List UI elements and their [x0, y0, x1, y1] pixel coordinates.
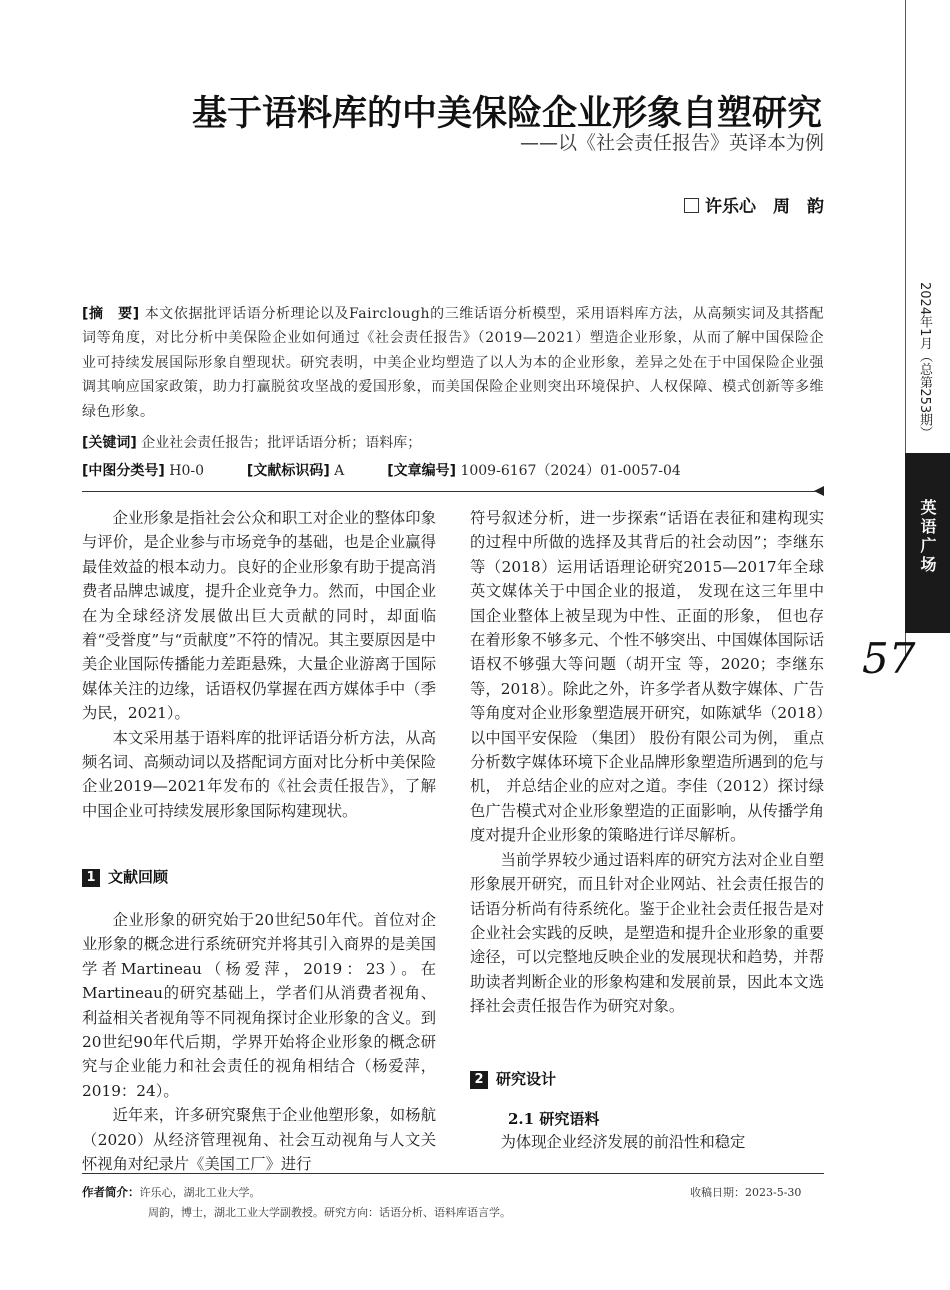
- column-label: 英语广场: [918, 499, 937, 575]
- page-number: 57: [862, 634, 916, 683]
- section-heading-2: [470, 1068, 556, 1089]
- paragraph: 符号叙述分析，进一步探索“话语在表征和建构现实的过程中所做的选择及其背后的社会动因”；李继东等（2018）运用话语理论研究2015—2017年全球英文媒体关于中国企业的报道， 发现在这三年里中国企业整体上被呈现为中性、正面的形象， 但也存在着形象不够多元、个性不够突出、中国媒体国际话语权不够强大等问题（胡开宝 等，2020；李继东 等，2018）。除此之外，许多学者从数字媒体、广告等角度对企业形象塑造展开研究，如陈斌华（2018）以中国平安保险 （集团） 股份有限公司为例， 重点分析数字媒体环境下企业品牌形象塑造所遇到的危与机， 并总结企业的应对之道。李佳（2012）探讨绿色广告模式对企业形象塑造的正面影响，从传播学角度对提升企业形象的策略进行详尽解析。: [470, 509, 824, 845]
- keywords-label: [关键词]: [82, 435, 137, 451]
- footer-divider: [82, 1173, 824, 1174]
- abstract: [82, 302, 824, 424]
- article-title: 基于语料库的中美保险企业形象自塑研究: [191, 93, 822, 134]
- author-info-line-1: [82, 1184, 261, 1200]
- section-heading-1: [82, 866, 168, 887]
- section-title: 研究设计: [496, 1070, 557, 1088]
- author-info-line-2: 周韵，博士，湖北工业大学副教授。研究方向：话语分析、语料库语言学。: [148, 1206, 511, 1219]
- issue-date: 2024年1月（总第253期）: [917, 282, 932, 440]
- clc-label: [中图分类号]: [82, 463, 165, 479]
- section-title: 文献回顾: [108, 868, 169, 886]
- keywords-text: 企业社会责任报告；批评话语分析；语料库；: [141, 435, 422, 451]
- section-number: 1: [82, 869, 100, 887]
- left-column: [82, 506, 436, 823]
- abstract-label: [摘 要]: [82, 306, 140, 322]
- header-divider: [82, 491, 816, 492]
- paragraph: 当前学界较少通过语料库的研究方法对企业自塑形象展开研究，而且针对企业网站、社会责任报告的话语分析尚有待系统化。鉴于企业社会责任报告是对企业社会实践的反映，是塑造和提升企业形象的重要途径，可以完整地反映企业的发展现状和趋势，并帮助读者判断企业的形象构建和发展前景，因此本文选择社会责任报告作为研究对象。: [470, 850, 824, 1016]
- right-column-cont: [470, 1130, 824, 1154]
- received-date: 收稿日期：2023-5-30: [690, 1186, 802, 1199]
- subsection-heading: 2.1 研究语料: [508, 1110, 600, 1128]
- abstract-text: 本文依据批评话语分析理论以及Fairclough的三维话语分析模型，采用语料库方法，从高频实词及其搭配词等角度，对比分析中美保险企业如何通过《社会责任报告》（2019—2021）塑造企业形象，从而了解中国保险企业可持续发展国际形象自塑现状。研究表明，中美企业均塑造了以人为本的企业形象，差异之处在于中国保险企业强调其响应国家政策，助力打赢脱贫攻坚战的爱国形象，而美国保险企业则突出环境保护、人权保障、模式创新等多维绿色形象。: [82, 306, 824, 420]
- paragraph: 为体现企业经济发展的前沿性和稳定: [500, 1133, 746, 1151]
- paragraph: 近年来，许多研究聚焦于企业他塑形象，如杨航（2020）从经济管理视角、社会互动视角与人文关怀视角对纪录片《美国工厂》进行: [82, 1106, 436, 1174]
- paragraph: 企业形象的研究始于20世纪50年代。首位对企业形象的概念进行系统研究并将其引入商界的是美国学者Martineau（杨爱萍，2019：23）。在Martineau的研究基础上，学者们从消费者视角、利益相关者视角等不同视角探讨企业形象的含义。到20世纪90年代后期，学界开始将企业形象的概念研究与企业能力和社会责任的视角相结合（杨爱萍，2019：24）。: [82, 911, 436, 1100]
- right-column: [470, 506, 824, 1019]
- square-icon: [684, 198, 699, 213]
- keywords: [82, 432, 421, 452]
- doc-value: A: [334, 463, 345, 479]
- triangle-marker-icon: [814, 486, 824, 496]
- article-subtitle: ——以《社会责任报告》英译本为例: [519, 132, 824, 154]
- classification: [82, 460, 681, 480]
- art-label: [文章编号]: [387, 463, 456, 479]
- art-value: 1009-6167（2024）01-0057-04: [460, 463, 681, 479]
- column-tab: [905, 453, 950, 633]
- paragraph: 本文采用基于语料库的批评话语分析方法，从高频名词、高频动词以及搭配词方面对比分析中美保险企业2019—2021年发布的《社会责任报告》，了解中国企业可持续发展形象国际构建现状。: [82, 728, 436, 820]
- authors: [500, 192, 824, 217]
- section-number: 2: [470, 1071, 488, 1089]
- clc-value: H0-0: [169, 463, 205, 479]
- author-info-label: 作者简介：: [82, 1185, 140, 1199]
- author-info-text: 许乐心，湖北工业大学。: [139, 1186, 261, 1199]
- author-names: 许乐心 周 韵: [705, 197, 824, 217]
- doc-label: [文献标识码]: [246, 463, 330, 479]
- paragraph: 企业形象是指社会公众和职工对企业的整体印象与评价，是企业参与市场竞争的基础，也是企业赢得最佳效益的根本动力。良好的企业形象有助于提高消费者品牌忠诚度，提升企业竞争力。然而，中国企业在为全球经济发展做出巨大贡献的同时，却面临着“受誉度”与“贡献度”不符的情况。其主要原因是中美企业国际传播能力差距悬殊，大量企业游离于国际媒体关注的边缘，话语权仍掌握在西方媒体手中（季为民，2021）。: [82, 509, 436, 723]
- left-column-cont: [82, 908, 436, 1176]
